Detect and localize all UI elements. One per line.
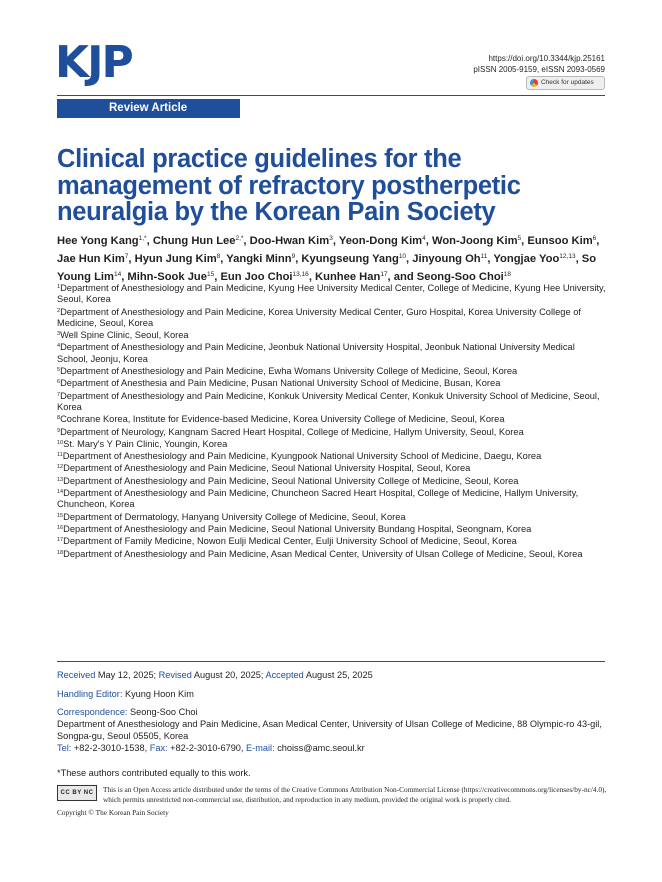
author: [135, 253, 221, 265]
license-block: [57, 785, 607, 805]
equal-contribution-note: *These authors contributed equally to this work.: [57, 768, 251, 778]
received-label: Received: [57, 670, 96, 680]
affiliation-text: Department of Anesthesiology and Pain Medicine, Seoul National University Bundang Hospital, Seongnam, Korea: [63, 523, 532, 534]
affiliation: [57, 462, 607, 474]
affiliation-number: 18: [57, 549, 64, 556]
affiliation-text: Department of Family Medicine, Nowon Eulji Medical Center, Eulji University School of Medicine, Seoul, Korea: [63, 536, 517, 547]
author-affiliation-ref: 3: [329, 235, 333, 242]
author: [412, 253, 487, 265]
affiliation-text: Department of Anesthesiology and Pain Medicine, Kyung Hee University Medical Center, College of Medicine, Kyung Hee University, Seoul, Korea: [57, 283, 606, 305]
author: [57, 253, 128, 265]
affiliation-number: 1: [57, 284, 61, 290]
author-name: So Young Lim: [57, 253, 597, 284]
author-name: Jinyoung Oh: [412, 253, 481, 266]
author-affiliation-ref: 1,*: [138, 235, 147, 242]
affiliation: [57, 377, 607, 389]
author-name: Jae Hun Kim: [57, 253, 125, 266]
author-affiliation-ref: 14: [113, 271, 122, 279]
author-affiliation-ref: 7: [124, 253, 129, 261]
affiliation-number: 11: [57, 452, 63, 459]
affiliation: [57, 548, 607, 560]
received-date: May 12, 2025;: [97, 670, 157, 680]
accepted-date: August 25, 2025: [305, 670, 373, 680]
tel-label: Tel:: [57, 743, 72, 753]
affiliation-text: Department of Anesthesiology and Pain Medicine, Korea University Medical Center, Guro Hospital, Korea University College of Medicine, Seoul, Korea: [57, 306, 581, 328]
author-name: Eun Joo Choi: [220, 271, 293, 284]
author-affiliation-ref: 4: [422, 235, 426, 242]
correspondence-name: Seong-Soo Choi: [130, 707, 198, 717]
affiliation-number: 9: [57, 427, 61, 434]
fax-value: +82-2-3010-6790,: [170, 743, 244, 753]
affiliation-number: 4: [57, 343, 61, 350]
author-affiliation-ref: 2,*: [235, 235, 244, 242]
cc-license-icon[interactable]: CC BY NC: [57, 785, 97, 801]
author: [339, 235, 426, 247]
affiliation: [57, 390, 607, 414]
affiliation-number: 7: [57, 391, 61, 398]
affiliation-text: Department of Dermatology, Hanyang University College of Medicine, Seoul, Korea: [63, 511, 406, 522]
author-name: Seong-Soo Choi: [416, 271, 504, 284]
author-affiliation-ref: 6: [592, 235, 597, 242]
author-name: Chung Hun Lee: [152, 235, 236, 247]
affiliation: [57, 438, 607, 450]
author-name: Doo-Hwan Kim: [249, 235, 330, 247]
affiliation: [57, 450, 607, 462]
header-rule: [57, 95, 605, 96]
affiliation: [57, 523, 607, 535]
author-name: Eunsoo Kim: [527, 235, 593, 247]
check-for-updates-button[interactable]: [526, 76, 605, 90]
handling-editor: [57, 688, 607, 700]
author-name: Yongjae Yoo: [493, 253, 560, 266]
affiliation-number: 12: [57, 464, 64, 471]
affiliation: [57, 511, 607, 523]
editor-name: Kyung Hoon Kim: [124, 689, 194, 699]
author-name: Yangki Minn: [226, 253, 292, 266]
affiliation-number: 8: [57, 415, 61, 422]
affiliation-text: Department of Anesthesiology and Pain Medicine, Kyungpook National University School of Medicine, Daegu, Korea: [62, 451, 542, 462]
author-affiliation-ref: 12,13: [559, 253, 576, 261]
author-name: Mihn-Sook Jue: [127, 271, 207, 284]
author-affiliation-ref: 11: [480, 253, 488, 261]
issn: pISSN 2005-9159, eISSN 2093-0569: [473, 64, 605, 74]
affiliation: [57, 413, 607, 425]
author-name: Hyun Jung Kim: [134, 253, 217, 266]
doi-block: [473, 54, 605, 75]
article-title: Clinical practice guidelines for the management of refractory postherpetic neuralgia by the Korean Pain Society: [57, 145, 521, 226]
affiliation: [57, 487, 607, 511]
affiliation: [57, 282, 607, 306]
affiliation-number: 5: [57, 367, 61, 374]
footer-rule: [57, 661, 605, 662]
accepted-label: Accepted: [265, 670, 304, 680]
affiliation: [57, 365, 607, 377]
author: [493, 253, 575, 265]
author-name: Hee Yong Kang: [57, 235, 139, 247]
affiliation: [57, 426, 607, 438]
affiliation-text: Department of Anesthesiology and Pain Medicine, Konkuk University Medical Center, Konkuk University School of Medicine, Seoul, Korea: [57, 390, 600, 412]
affiliation-list: [57, 282, 607, 560]
affiliation: [57, 475, 607, 487]
affiliation-text: Well Spine Clinic, Seoul, Korea: [60, 330, 189, 341]
email-link[interactable]: choiss@amc.seoul.kr: [277, 743, 365, 753]
affiliation-text: Department of Anesthesiology and Pain Medicine, Chuncheon Sacred Heart Hospital, College of Medicine, Hallym University, Chuncheon, Korea: [57, 488, 579, 510]
author-list: Hee Yong Kang$^{1,*}$, Chung Hun Lee$^{2,*}$, Doo-Hwan Kim$^3$, Yeon-Dong Kim$^4$, Won-Joong Kim$^5$, Eunsoo Kim$^6$, Jae Hun Kim$^7$, Hyun Jung Kim$^8$, Yangki Minn$^9$, Kyungseung Yang$^{10}$, Jinyoung Oh$^{11}$, Yongjae Yoo$^{12,13}$, So Young Lim$^{14}$, Mihn-Sook Jue$^{15}$, Eun Joo Choi$^{13,16}$, Kunhee Han$^{17}$, and Seong-Soo Choi$^{18}$: [57, 235, 600, 284]
author: [57, 235, 147, 247]
article-type-badge: Review Article: [57, 99, 240, 118]
affiliation: [57, 535, 607, 547]
affiliation-number: 14: [57, 489, 64, 496]
revised-date: August 20, 2025;: [193, 670, 264, 680]
affiliation-number: 6: [57, 379, 61, 386]
author-affiliation-ref: 10: [398, 253, 407, 261]
copyright: Copyright © The Korean Pain Society: [57, 808, 169, 817]
affiliation-number: 13: [57, 476, 64, 483]
correspondence-address: Department of Anesthesiology and Pain Medicine, Asan Medical Center, University of Ulsan College of Medicine, 88 Olympic-ro 43-gil, Songpa-gu, Seoul 05505, Korea: [57, 719, 602, 741]
license-text: This is an Open Access article distributed under the terms of the Creative Commons Attribution Non-Commercial License (https://creativecommons.org/licenses/by-nc/4.0), which permits unrestricted non-commercial use, distribution, and reproduction in any medium, provided the original work is properly cited.: [103, 785, 607, 804]
affiliation-text: Department of Anesthesiology and Pain Medicine, Asan Medical Center, University of Ulsan College of Medicine, Seoul, Korea: [63, 548, 583, 559]
affiliation-text: Department of Anesthesiology and Pain Medicine, Seoul National University College of Medicine, Seoul, Korea: [63, 475, 519, 486]
affiliation-text: Department of Anesthesiology and Pain Medicine, Seoul National University Hospital, Seoul, Korea: [63, 463, 471, 474]
correspondence-label: Correspondence:: [57, 707, 128, 717]
affiliation-text: Department of Anesthesiology and Pain Medicine, Ewha Womans University College of Medicine, Seoul, Korea: [60, 366, 518, 377]
author: [527, 235, 596, 247]
affiliation-number: 10: [57, 439, 64, 446]
author-affiliation-ref: 13,16: [292, 271, 309, 279]
crossmark-icon: [530, 79, 538, 87]
doi-link[interactable]: https://doi.org/10.3344/kjp.25161: [488, 54, 605, 63]
affiliation-number: 2: [57, 307, 61, 314]
author-affiliation-ref: 9: [291, 253, 296, 261]
affiliation: [57, 306, 607, 330]
journal-logo: KJP: [55, 37, 132, 88]
author-affiliation-ref: 17: [380, 271, 388, 279]
author-name: Won-Joong Kim: [431, 235, 518, 247]
affiliation-number: 15: [57, 512, 64, 519]
affiliation-text: Department of Neurology, Kangnam Sacred Heart Hospital, College of Medicine, Hallym University, Seoul, Korea: [60, 426, 524, 437]
affiliation-number: 3: [57, 331, 61, 338]
tel-value: +82-2-3010-1538,: [73, 743, 148, 753]
author-affiliation-ref: 15: [206, 271, 215, 279]
affiliation-number: 17: [57, 537, 64, 544]
author-name: Yeon-Dong Kim: [338, 235, 423, 247]
author-name: Kunhee Han: [315, 271, 381, 284]
email-label: E-mail:: [246, 743, 275, 753]
author-affiliation-ref: 8: [216, 253, 221, 261]
correspondence: [57, 706, 607, 754]
author: [250, 235, 333, 247]
author: [432, 235, 521, 247]
revised-label: Revised: [158, 670, 192, 680]
affiliation-text: Cochrane Korea, Institute for Evidence-based Medicine, Korea University College of Medicine, Seoul, Korea: [60, 414, 505, 425]
author-name: Kyungseung Yang: [301, 253, 399, 266]
check-for-updates-label: Check for updates: [541, 79, 594, 86]
affiliation: [57, 329, 607, 341]
editor-label: Handling Editor:: [57, 689, 123, 699]
fax-label: Fax:: [149, 743, 168, 753]
author: [226, 253, 295, 265]
affiliation: [57, 341, 607, 365]
author-affiliation-ref: 5: [517, 235, 522, 242]
affiliation-text: Department of Anesthesia and Pain Medicine, Pusan National University School of Medicine, Busan, Korea: [60, 378, 501, 389]
author-affiliation-ref: 18: [503, 271, 512, 279]
affiliation-text: Department of Anesthesiology and Pain Medicine, Jeonbuk National University Hospital, Jeonbuk National University Medical School, Jeonju, Korea: [57, 342, 575, 364]
affiliation-number: 16: [57, 524, 64, 531]
author: [153, 235, 244, 247]
author: [301, 253, 406, 265]
affiliation-text: St. Mary's Y Pain Clinic, Youngin, Korea: [63, 438, 228, 449]
article-dates: [57, 669, 607, 681]
